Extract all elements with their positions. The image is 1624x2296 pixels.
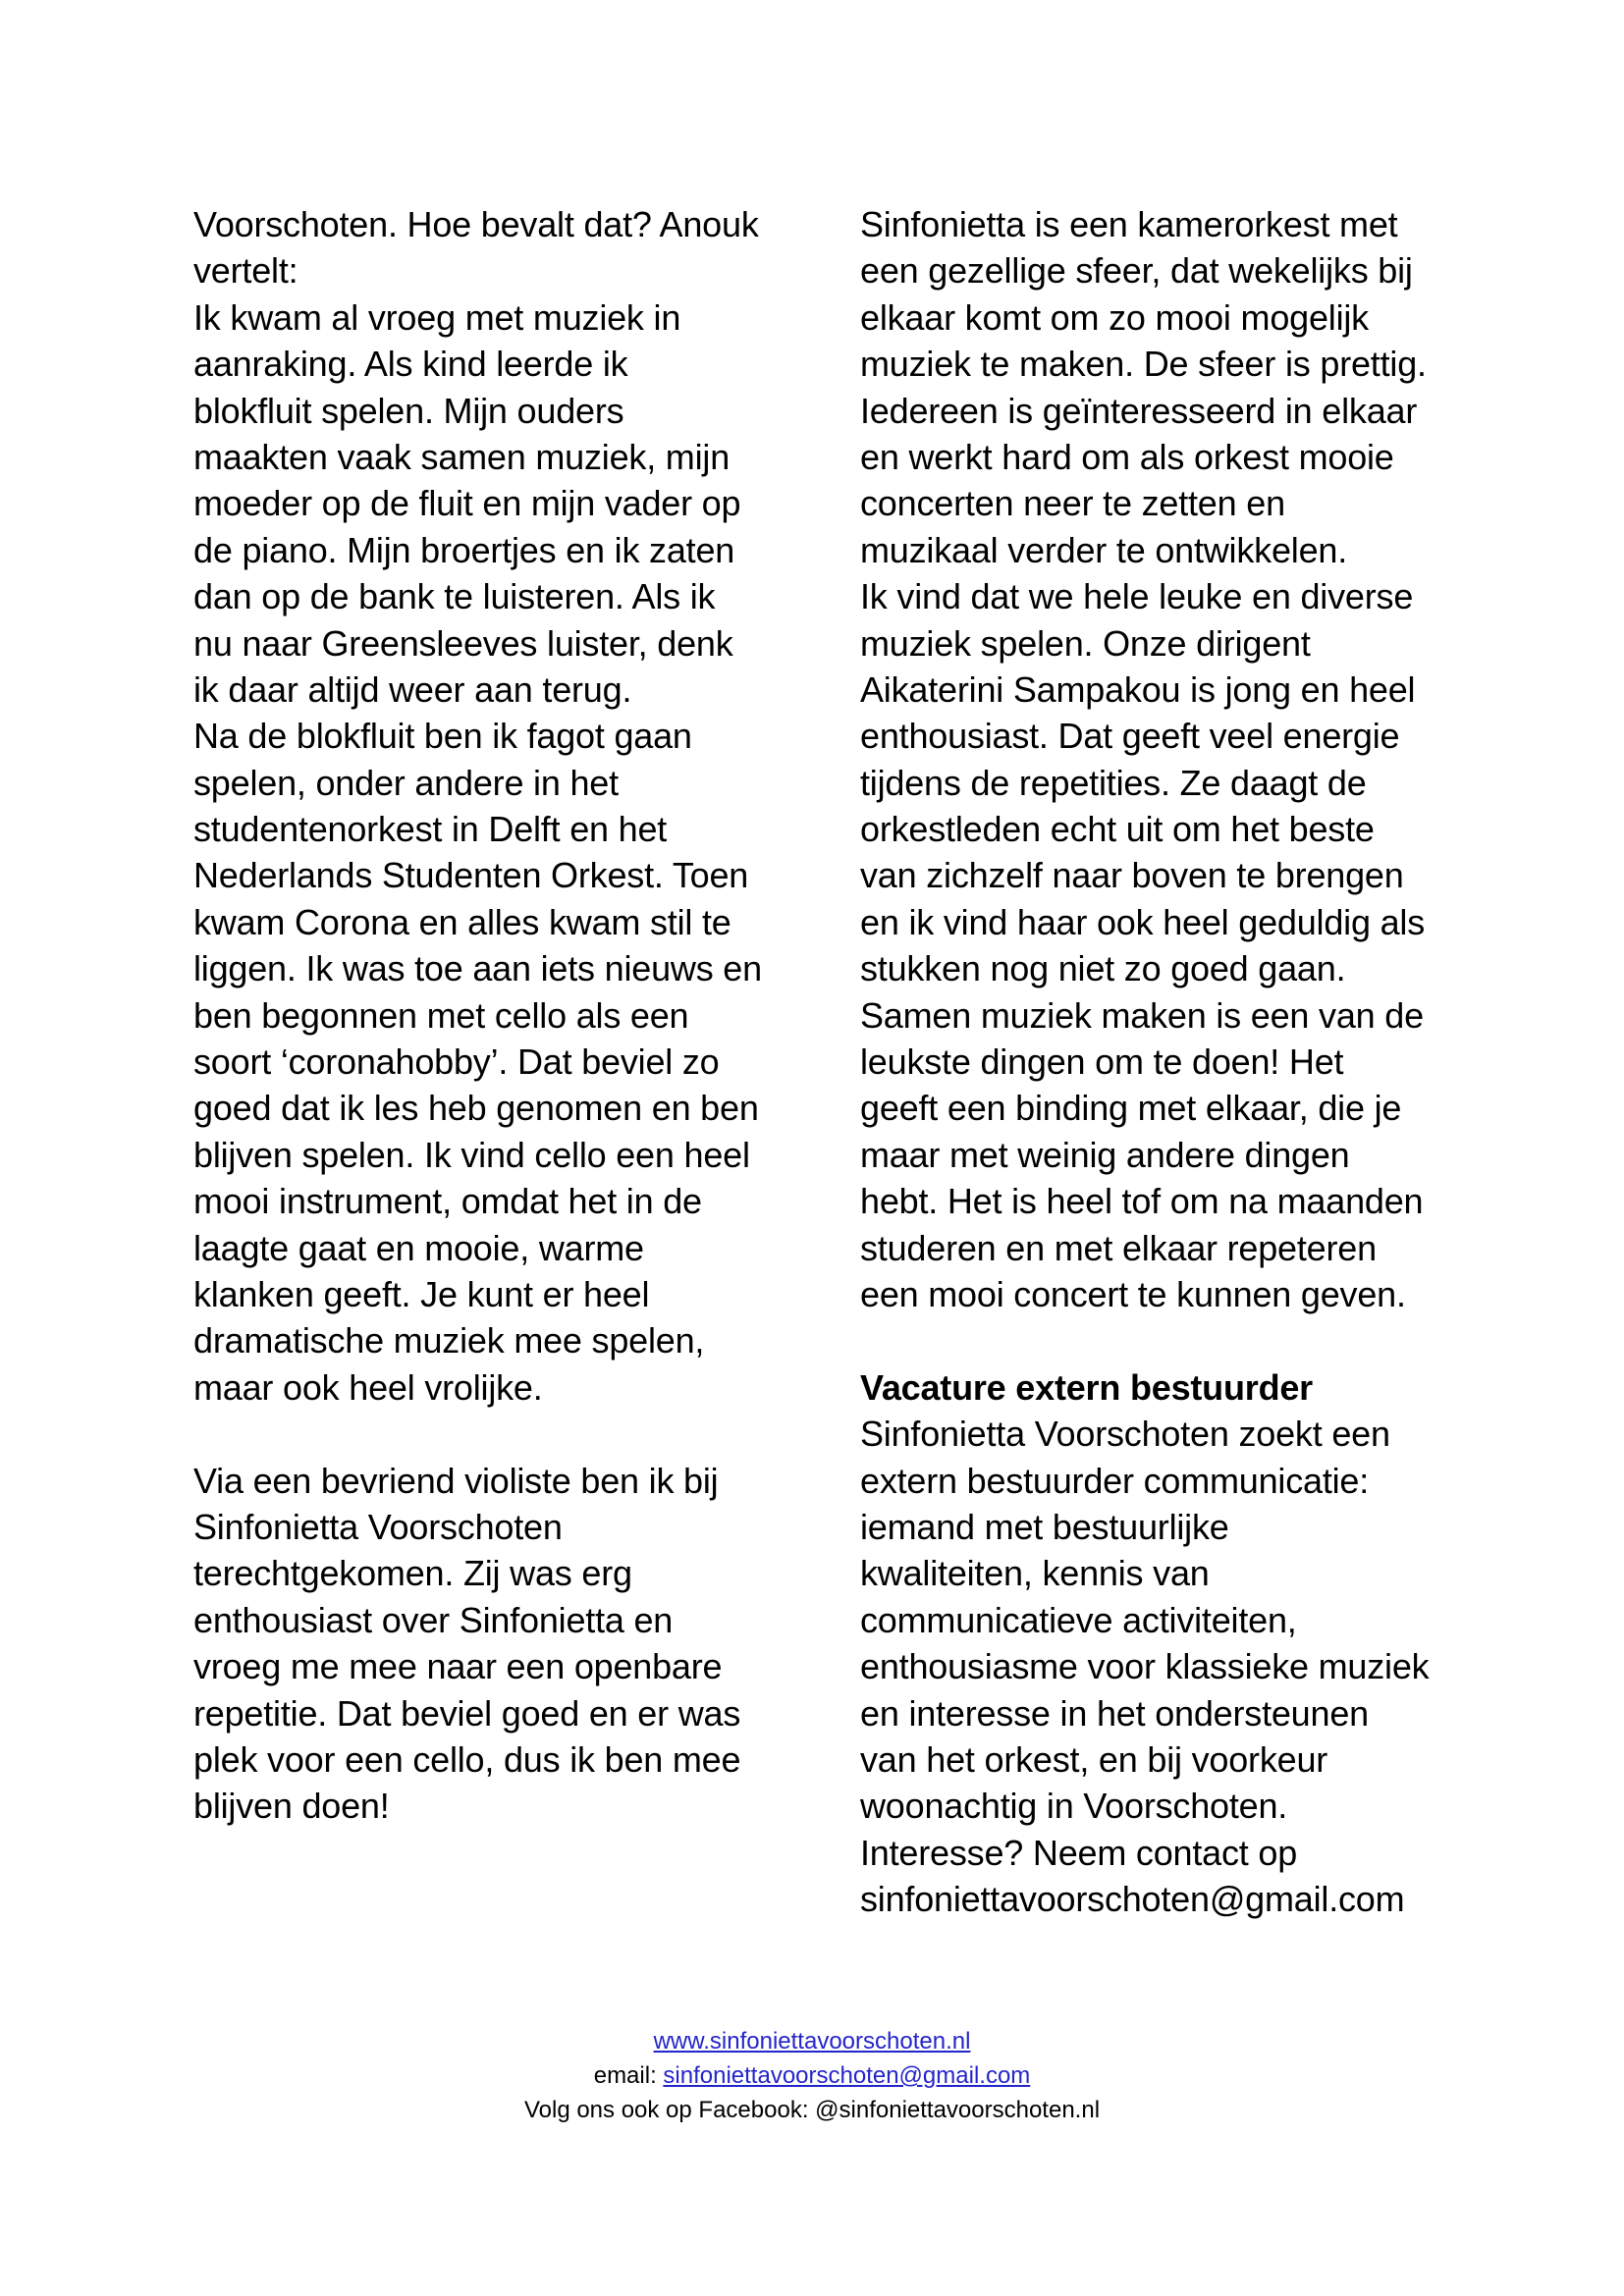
text-line: kwam Corona en alles kwam stil te (193, 901, 731, 942)
text-line: van zichzelf naar boven te brengen (860, 855, 1404, 896)
text-line: muzikaal verder te ontwikkelen. (860, 529, 1348, 570)
text-line: maar met weinig andere dingen (860, 1134, 1350, 1175)
text-line: Sinfonietta Voorschoten (193, 1506, 563, 1547)
text-line (193, 1411, 841, 1457)
text-line (860, 1317, 1508, 1363)
text-line: vroeg me mee naar een openbare (193, 1646, 723, 1687)
text-line: mooi instrument, omdat het in de (193, 1181, 702, 1222)
text-line: muziek te maken. De sfeer is prettig. (860, 344, 1427, 385)
text-line: geeft een binding met elkaar, die je (860, 1088, 1402, 1129)
text-line: Aikaterini Sampakou is jong en heel (860, 668, 1416, 710)
text-line: sinfoniettavoorschoten@gmail.com (860, 1879, 1405, 1920)
text-line: Na de blokfluit ben ik fagot gaan (193, 716, 692, 757)
text-line: elkaar komt om zo mooi mogelijk (860, 296, 1369, 338)
text-line: en ik vind haar ook heel geduldig als (860, 901, 1425, 942)
text-line: aanraking. Als kind leerde ik (193, 344, 628, 385)
text-line: klanken geeft. Je kunt er heel (193, 1273, 650, 1314)
text-line: spelen, onder andere in het (193, 762, 619, 803)
text-line: Sinfonietta Voorschoten zoekt een (860, 1414, 1390, 1455)
email-label: email: (593, 2062, 664, 2089)
text-line: stukken nog niet zo goed gaan. (860, 948, 1346, 989)
text-line: studentenorkest in Delft en het (193, 809, 668, 850)
text-line: Ik kwam al vroeg met muziek in (193, 296, 681, 338)
text-line: Ik vind dat we hele leuke en diverse (860, 576, 1414, 617)
text-line: kwaliteiten, kennis van (860, 1553, 1210, 1594)
text-line: een gezellige sfeer, dat wekelijks bij (860, 250, 1413, 292)
text-line: soort ‘coronahobby’. Dat beviel zo (193, 1041, 720, 1083)
text-line: hebt. Het is heel tof om na maanden (860, 1181, 1424, 1222)
footer-facebook-line (0, 2093, 1624, 2127)
text-line: moeder op de fluit en mijn vader op (193, 483, 741, 524)
text-line: goed dat ik les heb genomen en ben (193, 1088, 759, 1129)
text-line: maakten vaak samen muziek, mijn (193, 436, 731, 477)
text-line: van het orkest, en bij voorkeur (860, 1738, 1328, 1780)
text-line: iemand met bestuurlijke (860, 1506, 1229, 1547)
email-link[interactable]: sinfoniettavoorschoten@gmail.com (663, 2062, 1031, 2089)
text-line: extern bestuurder communicatie: (860, 1460, 1370, 1501)
text-line: studeren en met elkaar repeteren (860, 1227, 1377, 1268)
text-line: blokfluit spelen. Mijn ouders (193, 390, 624, 431)
text-line: Interesse? Neem contact op (860, 1832, 1298, 1873)
facebook-note: Volg ons ook op Facebook: @sinfoniettavoorschoten.nl (523, 2097, 1101, 2123)
text-line: liggen. Ik was toe aan iets nieuws en (193, 948, 762, 989)
text-line: Sinfonietta is een kamerorkest met (860, 204, 1398, 244)
text-line: blijven spelen. Ik vind cello een heel (193, 1134, 750, 1175)
website-link[interactable]: www.sinfoniettavoorschoten.nl (653, 2028, 971, 2055)
text-line: de piano. Mijn broertjes en ik zaten (193, 529, 735, 570)
text-line: nu naar Greensleeves luister, denk (193, 622, 733, 664)
footer-website-line (0, 2024, 1624, 2058)
text-line: laagte gaat en mooie, warme (193, 1227, 644, 1268)
text-line: Via een bevriend violiste ben ik bij (193, 1460, 719, 1501)
text-line: repetitie. Dat beviel goed en er was (193, 1692, 741, 1734)
text-line: een mooi concert te kunnen geven. (860, 1273, 1406, 1314)
text-line: concerten neer te zetten en (860, 483, 1285, 524)
text-line: en interesse in het ondersteunen (860, 1692, 1369, 1734)
text-line: communicatieve activiteiten, (860, 1599, 1297, 1640)
footer (0, 2024, 1624, 2127)
left-column (193, 201, 841, 1830)
text-line: blijven doen! (193, 1786, 390, 1827)
text-line: enthousiast over Sinfonietta en (193, 1599, 674, 1640)
text-line: terechtgekomen. Zij was erg (193, 1553, 632, 1594)
text-line: muziek spelen. Onze dirigent (860, 622, 1311, 664)
text-line: ben begonnen met cello als een (193, 994, 689, 1036)
text-line: dramatische muziek mee spelen, (193, 1320, 705, 1362)
text-line: Nederlands Studenten Orkest. Toen (193, 855, 749, 896)
text-line: vertelt: (193, 250, 298, 292)
text-line: tijdens de repetities. Ze daagt de (860, 762, 1367, 803)
text-line: Samen muziek maken is een van de (860, 994, 1424, 1036)
text-line: Iedereen is geïnteresseerd in elkaar (860, 390, 1418, 431)
text-line: ik daar altijd weer aan terug. (193, 668, 632, 710)
text-line: dan op de bank te luisteren. Als ik (193, 576, 716, 617)
text-line: leukste dingen om te doen! Het (860, 1041, 1344, 1083)
right-column (860, 201, 1508, 1922)
text-line: plek voor een cello, dus ik ben mee (193, 1738, 741, 1780)
footer-email-line (0, 2058, 1624, 2093)
text-line: Voorschoten. Hoe bevalt dat? Anouk (193, 204, 759, 244)
text-line: Vacature extern bestuurder (860, 1366, 1313, 1408)
text-line: enthousiast. Dat geeft veel energie (860, 716, 1400, 757)
text-line: orkestleden echt uit om het beste (860, 809, 1375, 850)
text-line: maar ook heel vrolijke. (193, 1366, 543, 1408)
text-line: woonachtig in Voorschoten. (860, 1786, 1288, 1827)
text-line: en werkt hard om als orkest mooie (860, 436, 1394, 477)
text-line: enthousiasme voor klassieke muziek (860, 1646, 1430, 1687)
